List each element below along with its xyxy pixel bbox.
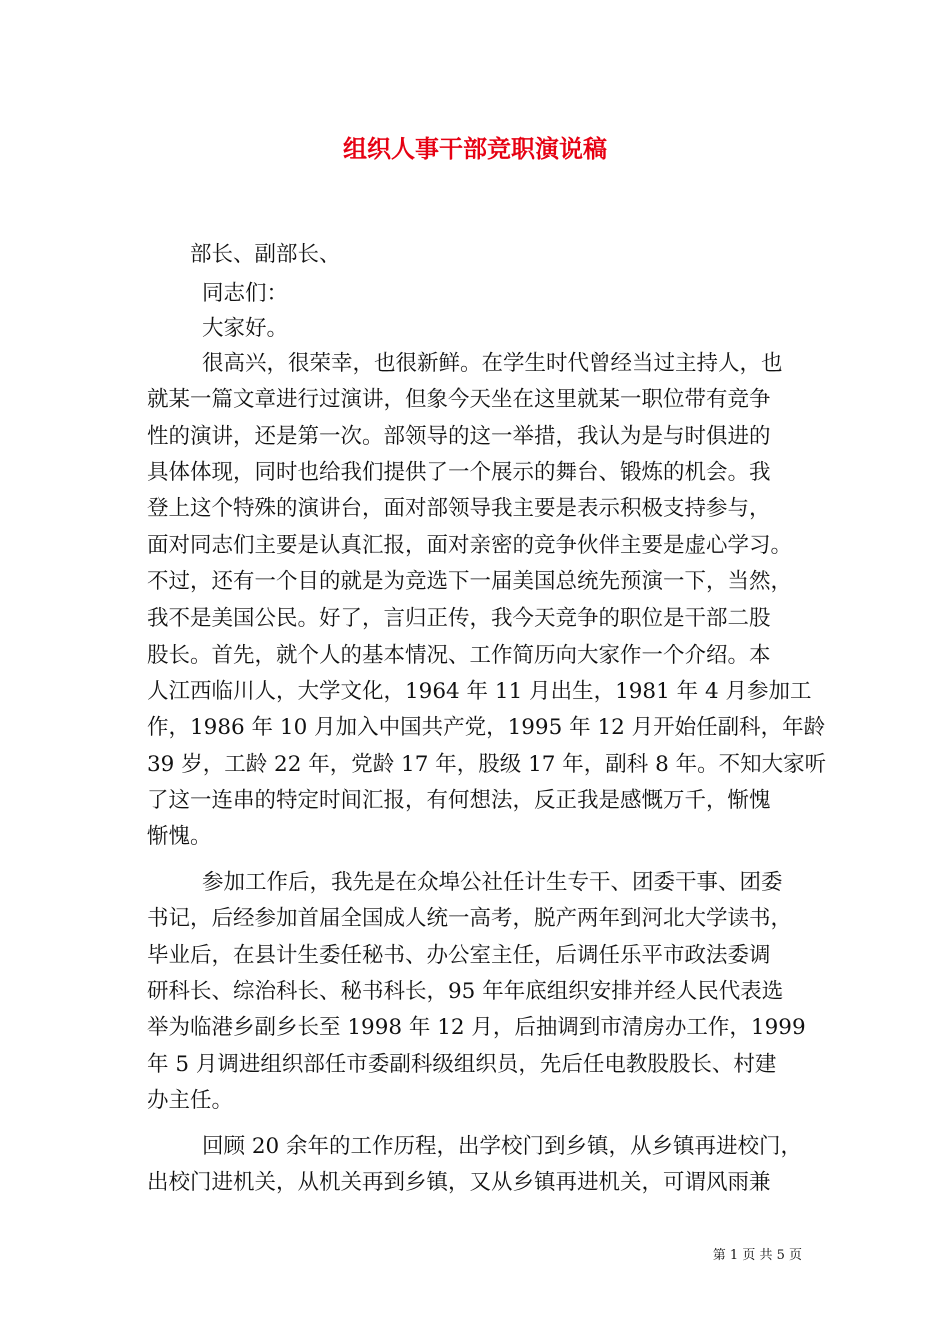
body-line: 不过，还有一个目的就是为竞选下一届美国总统先预演一下，当然， [147,569,793,594]
document-title: 组织人事干部竞职演说稿 [343,134,607,163]
body-line: 就某一篇文章进行过演讲，但象今天坐在这里就某一职位带有竞争 [147,387,771,412]
body-line: 性的演讲，还是第一次。部领导的这一举措，我认为是与时俱进的 [147,424,771,449]
greeting-line: 大家好。 [202,316,289,341]
body-line: 毕业后，在县计生委任秘书、办公室主任，后调任乐平市政法委调 [147,943,771,968]
body-line: 作，1986 年 10 月加入中国共产党，1995 年 12 月开始任副科，年龄 [147,715,826,740]
body-line: 登上这个特殊的演讲台，面对部领导我主要是表示积极支持参与， [147,496,771,521]
body-line: 我不是美国公民。好了，言归正传，我今天竞争的职位是干部二股 [147,606,771,631]
salutation-line: 同志们： [202,281,289,306]
body-line: 人江西临川人，大学文化，1964 年 11 月出生，1981 年 4 月参加工 [147,679,812,704]
body-line: 年 5 月调进组织部任市委副科级组织员，先后任电教股股长、村建 [147,1052,777,1077]
page-footer: 第 1 页 共 5 页 [712,1248,802,1263]
body-line: 股长。首先，就个人的基本情况、工作简历向大家作一个介绍。本 [147,643,771,668]
body-line: 回顾 20 余年的工作历程，出学校门到乡镇，从乡镇再进校门， [202,1134,803,1159]
body-line: 具体体现，同时也给我们提供了一个展示的舞台、锻炼的机会。我 [147,460,771,485]
body-line: 参加工作后，我先是在众埠公社任计生专干、团委干事、团委 [202,870,783,895]
body-line: 很高兴，很荣幸，也很新鲜。在学生时代曾经当过主持人，也 [202,351,783,376]
body-line: 面对同志们主要是认真汇报，面对亲密的竞争伙伴主要是虚心学习。 [147,533,793,558]
body-line: 了这一连串的特定时间汇报，有何想法，反正我是感慨万千，惭愧 [147,788,771,813]
body-line: 39 岁，工龄 22 年，党龄 17 年，股级 17 年，副科 8 年。不知大家听 [147,752,827,777]
body-line: 举为临港乡副乡长至 1998 年 12 月，后抽调到市清房办工作，1999 [147,1015,806,1040]
body-line: 惭愧。 [147,824,212,849]
body-line: 书记，后经参加首届全国成人统一高考，脱产两年到河北大学读书， [147,906,793,931]
body-line: 办主任。 [147,1088,234,1113]
salutation-line: 部长、副部长、 [190,242,341,267]
body-line: 研科长、综治科长、秘书科长，95 年年底组织安排并经人民代表选 [147,979,784,1004]
body-line: 出校门进机关，从机关再到乡镇，又从乡镇再进机关，可谓风雨兼 [147,1170,771,1195]
